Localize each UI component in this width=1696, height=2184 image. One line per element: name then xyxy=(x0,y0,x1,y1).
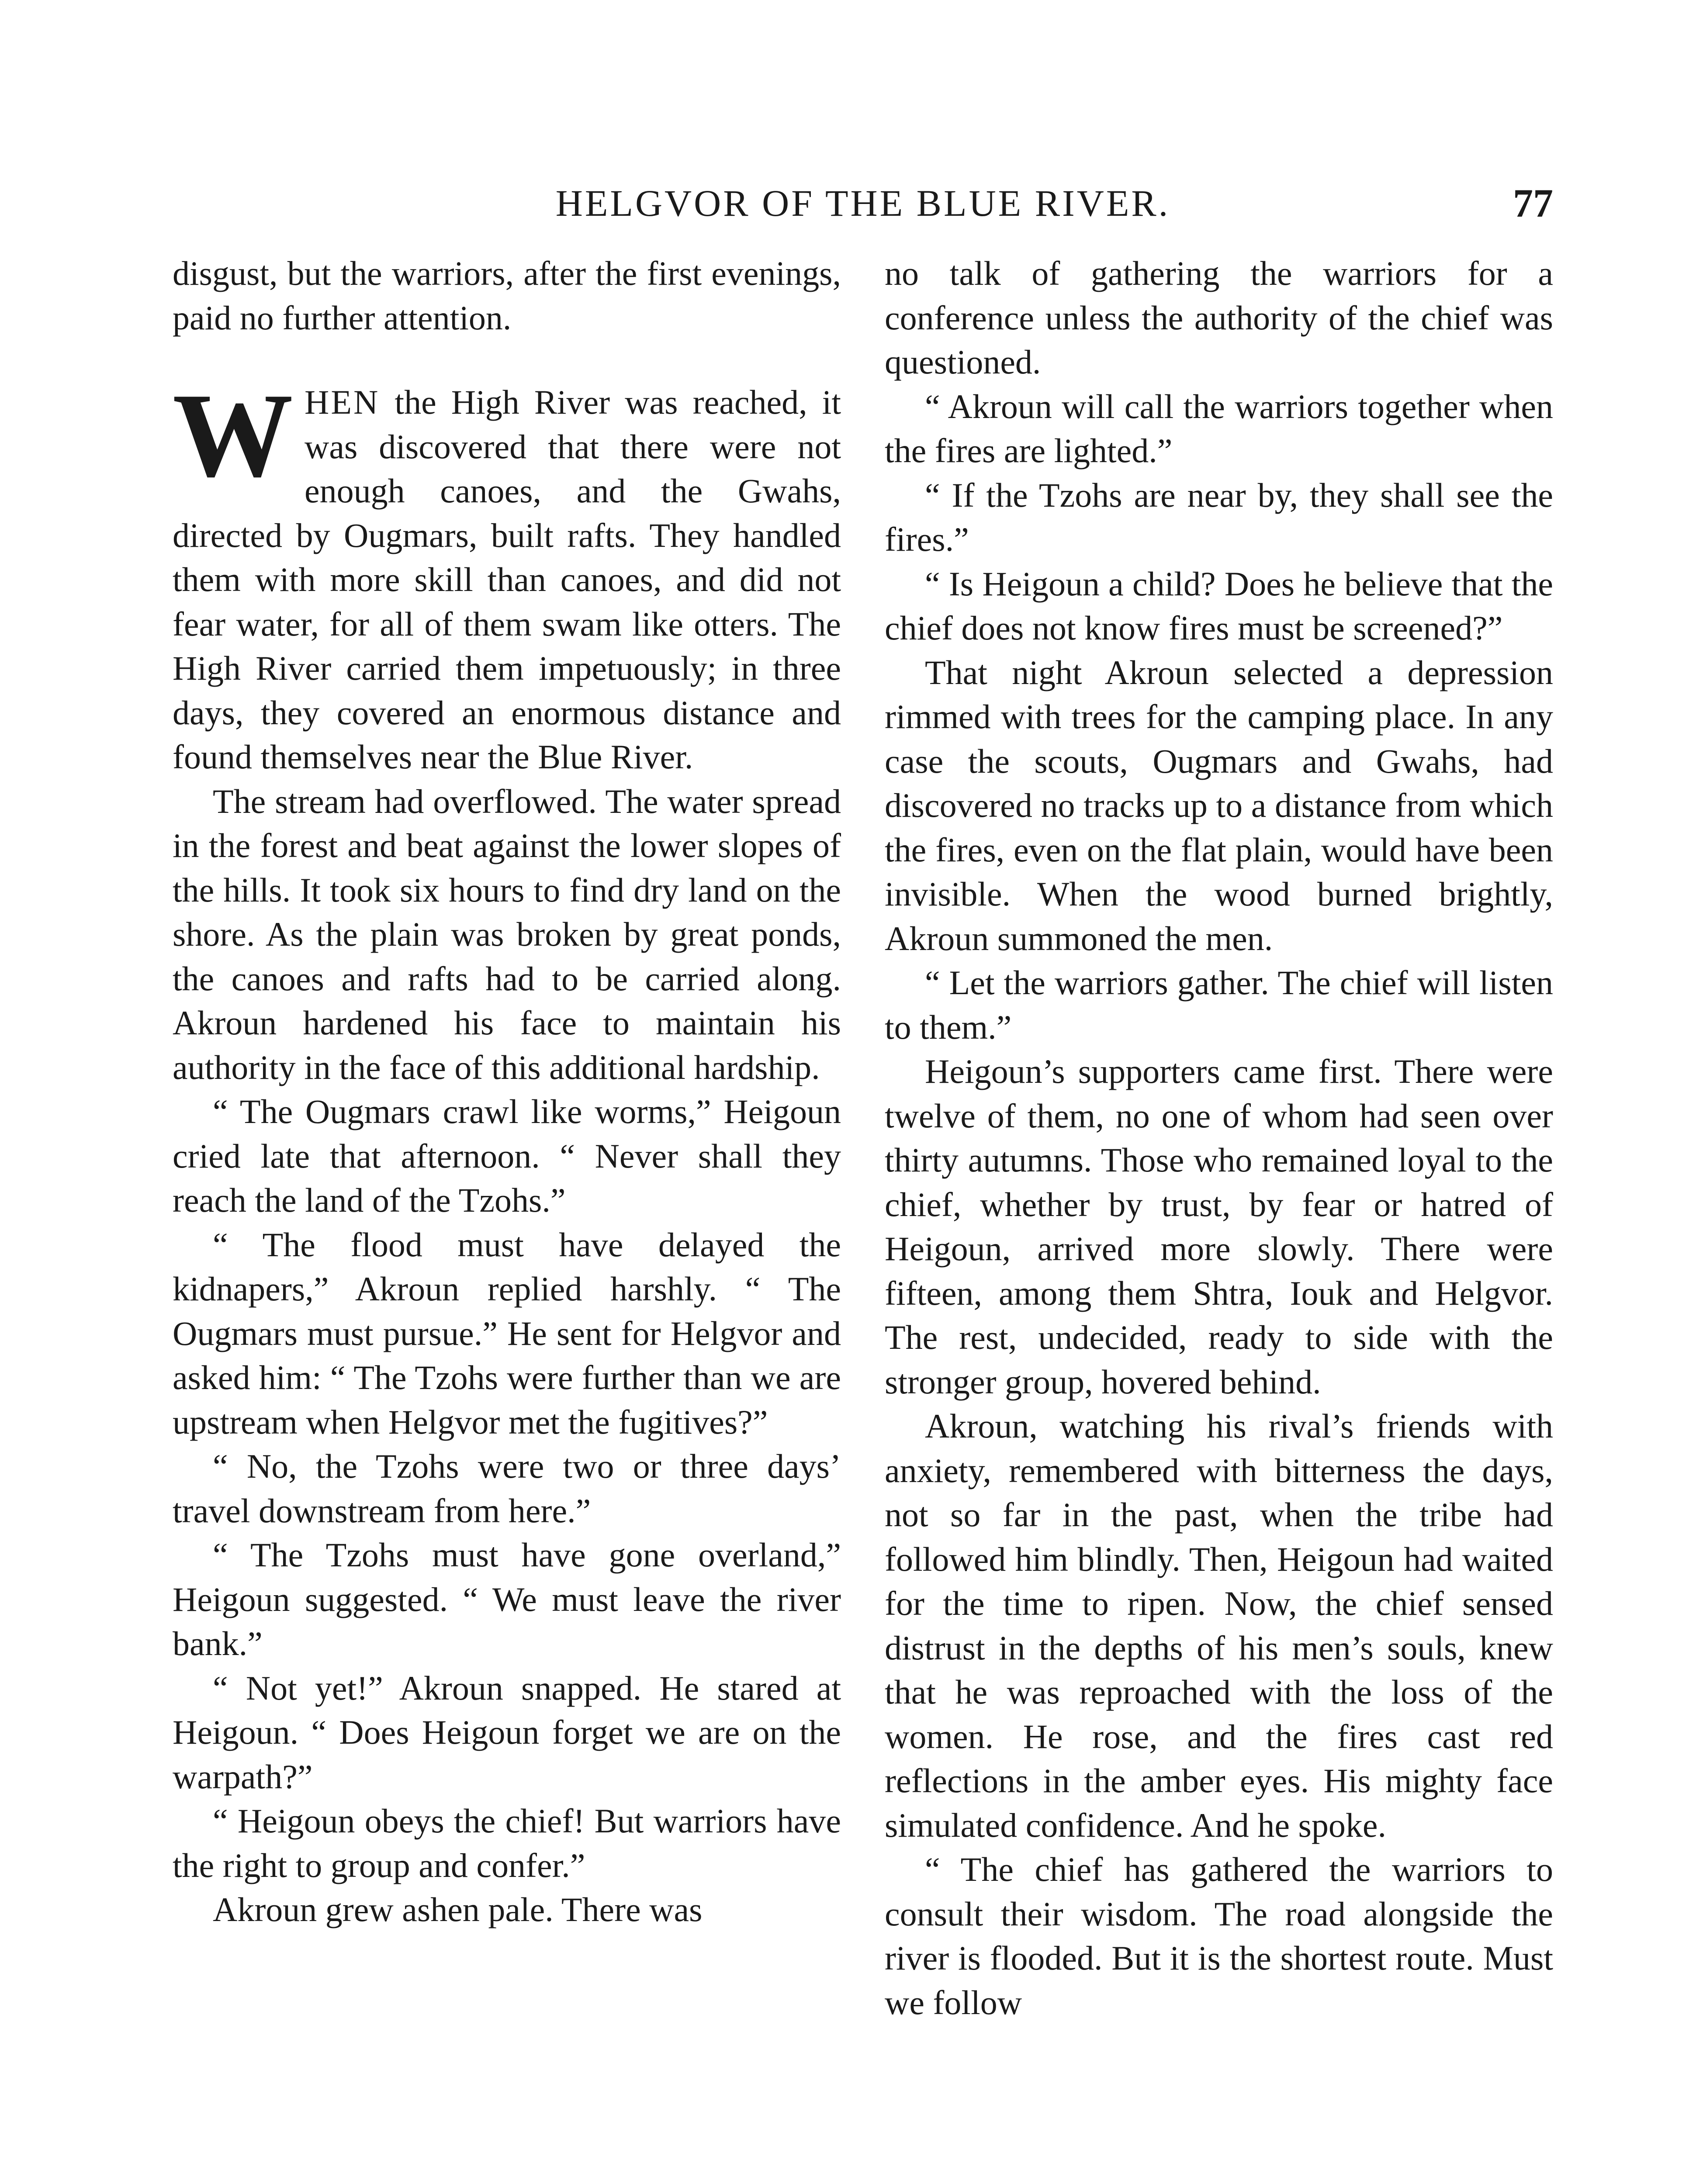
paragraph: no talk of gathering the warriors for a conference unless the authority of the chief was questioned. xyxy=(885,254,1553,381)
paragraph: “ Heigoun obeys the chief! But warriors have the right to group and confer.” xyxy=(173,1802,841,1884)
paragraph: That night Akroun selected a depression rimmed with trees for the camping place. In any case the scouts, Ougmars and Gwahs, had discovered no tracks up to a distance from which the fires, even on the flat plain, would have been invisible. When the wood burned brightly, Akroun summoned the men. xyxy=(885,653,1553,957)
paragraph: “ No, the Tzohs were two or three days’ travel downstream from here.” xyxy=(173,1447,841,1530)
lead-word: HEN xyxy=(305,383,380,421)
paragraph: “ Let the warriors gather. The chief will listen to them.” xyxy=(885,964,1553,1046)
page-number: 77 xyxy=(1513,181,1553,225)
running-head: HELGVOR OF THE BLUE RIVER. xyxy=(555,182,1170,224)
paragraph: Akroun grew ashen pale. There was xyxy=(213,1890,703,1928)
paragraph: Akroun, watching his rival’s friends with anxiety, remembered with bitterness the days, not so far in the past, when the tribe had followed him blindly. Then, Heigoun had waited for the time to ripen. Now, the chief sensed distrust in the depths of his men’s souls, knew that he was reproached with the loss of the women. He rose, and the fires cast red reflections in the amber eyes. His mighty face simulated confidence. And he spoke. xyxy=(885,1407,1553,1844)
paragraph: “ Is Heigoun a child? Does he believe that the chief does not know fires must be screened?” xyxy=(885,564,1553,647)
paragraph: Heigoun’s supporters came first. There were twelve of them, no one of whom had seen over thirty autumns. Those who remained loyal to the chief, whether by trust, by fear or hatred of Heigoun, arrived more slowly. There were fifteen, among them Shtra, Iouk and Helgvor. The rest, undecided, ready to side with the stronger group, hovered behind. xyxy=(885,1052,1553,1401)
text-columns xyxy=(173,251,1553,2025)
paragraph: “ The Tzohs must have gone overland,” Heigoun suggested. “ We must leave the river bank.” xyxy=(173,1536,841,1662)
right-column xyxy=(885,251,1553,2025)
paragraph: “ The flood must have delayed the kidnapers,” Akroun replied harshly. “ The Ougmars must pursue.” He sent for Helgvor and asked him: “ The Tzohs were further than we are upstream when Helgvor met the fugitives?” xyxy=(173,1225,841,1441)
paragraph: “ Not yet!” Akroun snapped. He stared at Heigoun. “ Does Heigoun forget we are on the warpath?” xyxy=(173,1669,841,1796)
paragraph: “ The Ougmars crawl like worms,” Heigoun cried late that afternoon. “ Never shall they reach the land of the Tzohs.” xyxy=(173,1092,841,1219)
paragraph: The stream had overflowed. The water spread in the forest and beat against the lower slopes of the hills. It took six hours to find dry land on the shore. As the plain was broken by great ponds, the canoes and rafts had to be carried along. Akroun hardened his face to maintain his authority in the face of this additional hardship. xyxy=(173,782,841,1086)
paragraph: disgust, but the warriors, after the first evenings, paid no further attention. xyxy=(173,254,841,337)
paragraph: “ If the Tzohs are near by, they shall see the fires.” xyxy=(885,476,1553,558)
paragraph: “ The chief has gathered the warriors to consult their wisdom. The road alongside the river is flooded. But it is the shortest route. Must we follow xyxy=(885,1850,1553,2022)
left-column xyxy=(173,251,841,2025)
paragraph: “ Akroun will call the warriors together when the fires are lighted.” xyxy=(885,387,1553,470)
paragraph-text: the High River was reached, it was discovered that there were not enough canoes, and the Gwahs, directed by Ougmars, built rafts. They handled them with more skill than canoes, and did not fear water, for all of them swam like otters. The High River carried them impetuously; in three days, they covered an enormous distance and found themselves near the Blue River. xyxy=(173,383,841,776)
drop-cap-letter: W xyxy=(173,368,293,502)
dropcap-paragraph xyxy=(173,368,841,779)
page-header xyxy=(173,175,1553,232)
